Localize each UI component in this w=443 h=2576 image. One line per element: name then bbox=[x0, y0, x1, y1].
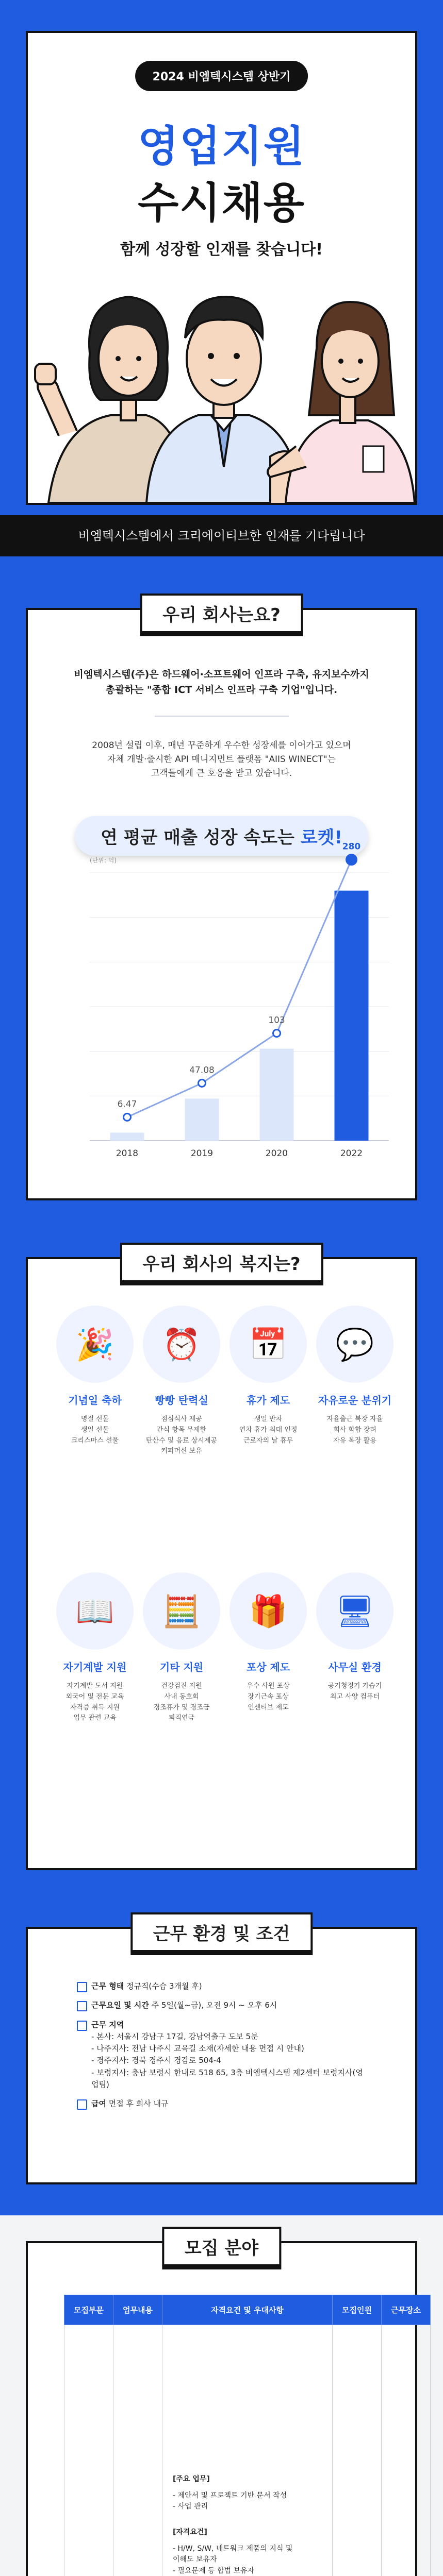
welfare-grid bbox=[56, 1306, 392, 1830]
chart-tick-label: 2019 bbox=[190, 1148, 214, 1159]
req-duties bbox=[173, 2474, 322, 2513]
welfare-item-title: 기타 지원 bbox=[159, 1661, 204, 1673]
divider bbox=[155, 716, 289, 717]
welfare-item bbox=[316, 1306, 393, 1563]
welfare-title: 우리 회사의 복지는? bbox=[120, 1243, 323, 1282]
gift-icon: 🎁 bbox=[229, 1572, 307, 1650]
chart-data-label: 6.47 bbox=[117, 1099, 137, 1110]
growth-heading bbox=[75, 816, 368, 856]
hero bbox=[0, 0, 443, 556]
hero-title-main: 영업지원 bbox=[138, 122, 305, 171]
welfare-item-title: 자유로운 분위기 bbox=[318, 1394, 392, 1406]
hero-pill: 2024 비엠텍시스템 상반기 bbox=[135, 61, 308, 91]
welfare-section-wrap bbox=[0, 1231, 443, 1901]
col-count: 모집인원 bbox=[333, 2295, 382, 2325]
welfare-item bbox=[56, 1306, 134, 1563]
hero-card bbox=[26, 31, 417, 505]
table-row bbox=[64, 2325, 431, 2576]
env-item-value: 면접 후 회사 내규 bbox=[106, 2099, 169, 2108]
welfare-item-desc: 건강검진 지원 사내 동호회 경조휴가 및 경조금 퇴직연금 bbox=[153, 1682, 210, 1722]
welfare-item bbox=[229, 1306, 307, 1563]
welfare-item bbox=[229, 1572, 307, 1830]
welfare-item-desc: 자율출근 복장 자율 회사 화합 장려 자유 복장 활용 bbox=[326, 1415, 383, 1445]
people-illustration bbox=[28, 261, 419, 503]
welfare-item bbox=[143, 1306, 220, 1563]
clock-icon: ⏰ bbox=[143, 1306, 220, 1383]
env-item-label: 근무 지역 bbox=[91, 2020, 124, 2029]
welfare-item-desc: 자기계발 도서 지원 외국어 및 전문 교육 자격증 취득 지원 업무 관련 교육 bbox=[65, 1682, 124, 1722]
chart-point bbox=[124, 1113, 131, 1121]
env-title: 근무 환경 및 조건 bbox=[130, 1912, 313, 1952]
growth-highlight: 로켓! bbox=[300, 827, 342, 848]
welfare-item-title: 포상 제도 bbox=[246, 1661, 290, 1673]
about-intro: 비엠텍시스템(주)은 하드웨어·소프트웨어 인프라 구축, 유지보수까지 총괄하는 "종합 ICT 서비스 인프라 구축 기업"입니다. bbox=[74, 669, 369, 696]
welfare-item bbox=[56, 1572, 134, 1830]
recruit-section-wrap bbox=[0, 2215, 443, 2576]
welfare-section bbox=[26, 1254, 417, 1870]
env-item-label: 급여 bbox=[91, 2099, 106, 2108]
about-section-wrap bbox=[0, 556, 443, 1231]
env-item bbox=[77, 2019, 366, 2091]
env-item bbox=[77, 2098, 366, 2110]
chart-tick-label: 2022 bbox=[340, 1148, 363, 1159]
req-duties-body: - 제안서 및 프로젝트 기반 문서 작성 - 사업 관리 bbox=[173, 2491, 287, 2511]
req-duties-head: [주요 업무] bbox=[173, 2475, 210, 2483]
chart-data-label: 103 bbox=[268, 1015, 285, 1026]
welfare-item-title: 휴가 제도 bbox=[246, 1394, 290, 1406]
cell-requirements bbox=[162, 2325, 333, 2576]
col-division: 모집부문 bbox=[64, 2295, 113, 2325]
welfare-item-desc: 공기청정기 가습기 최고 사양 컴퓨터 bbox=[327, 1682, 382, 1701]
growth-prefix: 연 평균 매출 성장 속도는 bbox=[101, 827, 301, 848]
req-qualifications-body: - H/W, S/W, 네트워크 제품의 지식 및 이해도 보유자 - 필요문제 등 합법 보유자 bbox=[173, 2544, 293, 2575]
monitor-icon: 🖥 bbox=[316, 1572, 393, 1650]
cell-location bbox=[382, 2325, 431, 2576]
env-item-value: 주 5일(월~금), 오전 9시 ~ 오후 6시 bbox=[149, 2001, 277, 2010]
sales-chart bbox=[74, 841, 404, 1172]
woman-right-figure bbox=[268, 302, 415, 503]
cell-count bbox=[333, 2325, 382, 2576]
env-item-value: - 본사: 서울시 강남구 17길, 강남역출구 도보 5분 - 나주지사: 전남 나주시 교육길 소재(자세한 내용 면접 시 안내) - 경주지사: 경북 경주시 경감로 504-4 - 보령지사: 충남 보령시 한내로 518 65, 3층 비엠텍시스템 제2센터 보령지사(영업팀) bbox=[91, 2031, 363, 2089]
chart-bar bbox=[110, 1132, 144, 1141]
book-icon: 📖 bbox=[56, 1572, 134, 1650]
welfare-item bbox=[316, 1572, 393, 1830]
about-title: 우리 회사는요? bbox=[140, 594, 303, 633]
col-job: 업무내용 bbox=[113, 2295, 162, 2325]
recruit-section bbox=[26, 2238, 421, 2576]
chat-icon: 💬 bbox=[316, 1306, 393, 1383]
welfare-item-desc: 생일 반차 연차 휴가 최대 인정 근로자의 날 휴무 bbox=[239, 1415, 298, 1445]
chart-point bbox=[347, 855, 357, 865]
cell-job bbox=[113, 2325, 162, 2576]
chart-data-label: 280 bbox=[342, 841, 361, 852]
chart-data-label: 47.08 bbox=[189, 1065, 215, 1076]
party-popper-icon: 🎉 bbox=[56, 1306, 134, 1383]
chart-point bbox=[273, 1029, 281, 1037]
welfare-item-title: 사무실 환경 bbox=[328, 1661, 382, 1673]
calculator-icon: 🧮 bbox=[143, 1572, 220, 1650]
welfare-item-title: 자기계발 지원 bbox=[63, 1661, 127, 1673]
hero-banner: 비엠텍시스템에서 크리에이티브한 인재를 기다립니다 bbox=[0, 515, 443, 556]
calendar-icon: 📅 bbox=[229, 1306, 307, 1383]
chart-bar bbox=[185, 1098, 219, 1141]
env-item-label: 근무요일 및 시간 bbox=[91, 2001, 149, 2010]
recruit-title: 모집 분야 bbox=[162, 2227, 281, 2266]
env-item bbox=[77, 1999, 366, 2011]
col-location: 근무장소 bbox=[382, 2295, 431, 2325]
env-item-label: 근무 형태 bbox=[91, 1981, 124, 1991]
recruit-table bbox=[64, 2295, 431, 2576]
about-section bbox=[26, 605, 417, 1200]
env-section bbox=[26, 1924, 417, 2184]
chart-tick-label: 2018 bbox=[116, 1148, 139, 1159]
welfare-item-title: 기념일 축하 bbox=[68, 1394, 122, 1406]
welfare-item bbox=[143, 1572, 220, 1830]
env-item-value: 정규직(수습 3개월 후) bbox=[124, 1981, 202, 1991]
chart-ylabel: (단위: 억) bbox=[90, 857, 117, 864]
hero-title-sub: 수시채용 bbox=[138, 179, 305, 228]
welfare-item-title: 빵빵 탄력실 bbox=[155, 1394, 208, 1406]
chart-bar bbox=[335, 891, 369, 1141]
chart-tick-label: 2020 bbox=[265, 1148, 288, 1159]
welfare-item-desc: 명절 선물 생일 선물 크리스마스 선물 bbox=[71, 1415, 119, 1445]
welfare-item-desc: 점심식사 제공 간식 항목 무제한 탄산수 및 음료 상시제공 커피머신 보유 bbox=[146, 1415, 217, 1455]
chart-bar bbox=[260, 1048, 294, 1141]
chart-trend-line bbox=[127, 860, 352, 1117]
env-item bbox=[77, 1980, 366, 1992]
welfare-item-desc: 우수 사원 포상 장기근속 포상 인센티브 제도 bbox=[247, 1682, 290, 1711]
col-requirements: 자격요건 및 우대사항 bbox=[162, 2295, 333, 2325]
hero-subtitle: 함께 성장할 인재를 찾습니다! bbox=[120, 241, 323, 259]
about-history: 2008년 설립 이후, 매년 꾸준하게 우수한 성장세를 이어가고 있으며 자체 개발·출시한 API 매니지먼트 플랫폼 "AIIS WINECT"는 고객들에게 큰 호응을 받고 있습니다. bbox=[92, 740, 351, 779]
req-qualifications-head: [자격요건] bbox=[173, 2528, 207, 2537]
chart-point bbox=[199, 1079, 206, 1087]
env-section-wrap bbox=[0, 1901, 443, 2215]
env-list bbox=[77, 1980, 366, 2117]
table-header-row bbox=[64, 2295, 431, 2325]
req-qualifications bbox=[173, 2527, 322, 2576]
cell-division bbox=[64, 2325, 113, 2576]
